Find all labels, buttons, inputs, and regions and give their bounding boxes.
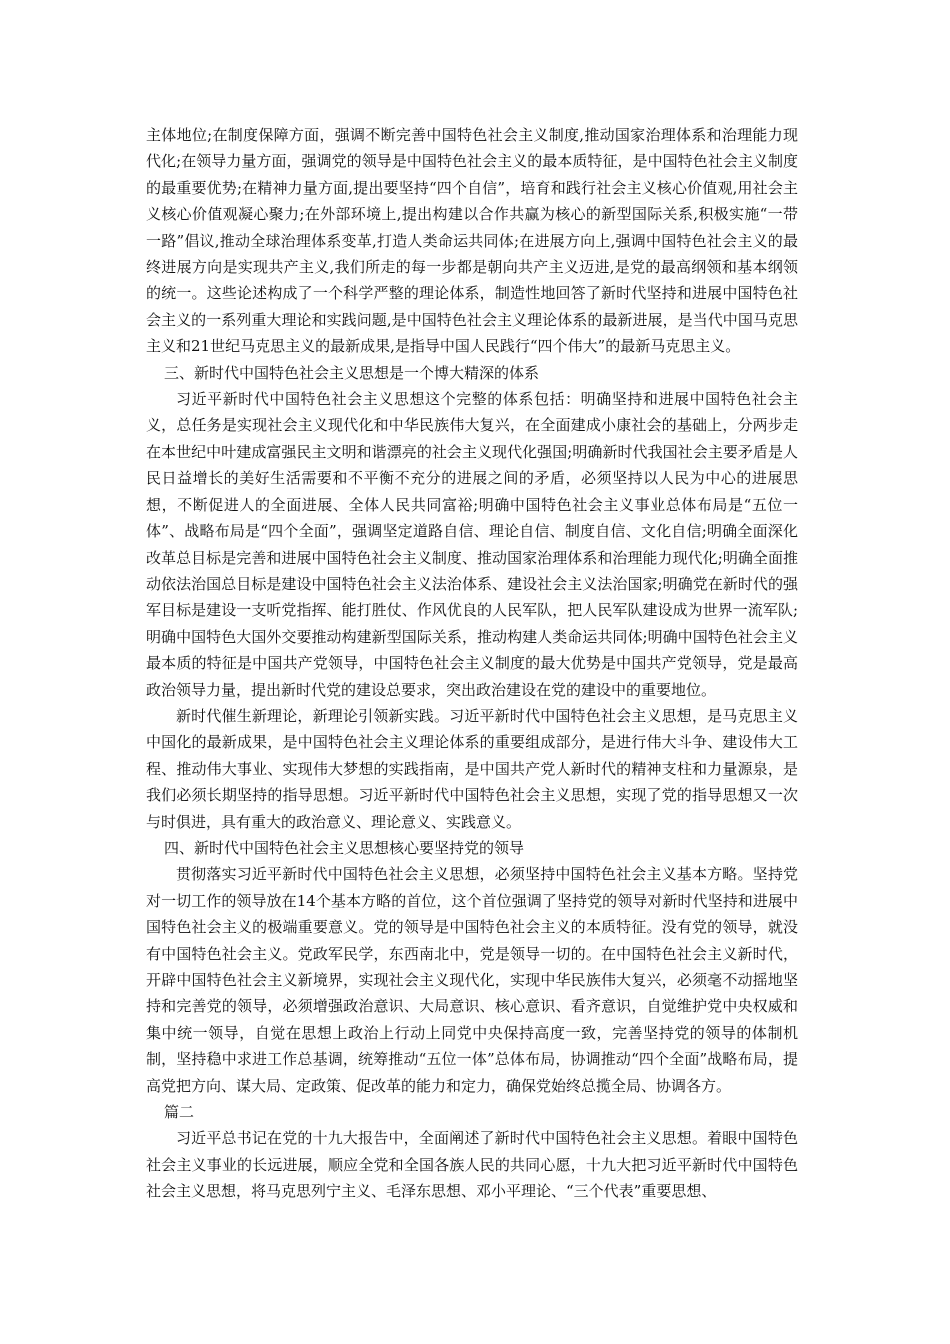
paragraph-body-2: 习近平新时代中国特色社会主义思想这个完整的体系包括：明确坚持和进展中国特色社会主义，总任务是实现社会主义现代化和中华民族伟大复兴，在全面建成小康社会的基础上，分两步走在本世纪中叶建成富强民主文明和谐漂亮的社会主义现代化强国;明确新时代我国社会主要矛盾是人民日益增长的美好生活需要和不平衡不充分的进展之间的矛盾，必须坚持以人民为中心的进展思想，不断促进人的全面进展、全体人民共同富裕;明确中国特色社会主义事业总体布局是“五位一体”、战略布局是“四个全面”，强调坚定道路自信、理论自信、制度自信、文化自信;明确全面深化改革总目标是完善和进展中国特色社会主义制度、推动国家治理体系和治理能力现代化;明确全面推动依法治国总目标是建设中国特色社会主义法治体系、建设社会主义法治国家;明确党在新时代的强军目标是建设一支听党指挥、能打胜仗、作风优良的人民军队，把人民军队建设成为世界一流军队;明确中国特色大国外交要推动构建新型国际关系，推动构建人类命运共同体;明确中国特色社会主义最本质的特征是中国共产党领导，中国特色社会主义制度的最大优势是中国共产党领导，党是最高政治领导力量，提出新时代党的建设总要求，突出政治建设在党的建设中的重要地位。: [146, 390, 798, 699]
paragraph-body-1: 主体地位;在制度保障方面，强调不断完善中国特色社会主义制度,推动国家治理体系和治理能力现代化;在领导力量方面，强调党的领导是中国特色社会主义的最本质特征，是中国特色社会主义制度的最重要优势;在精神力量方面,提出要坚持“四个自信”，培育和践行社会主义核心价值观,用社会主义核心价值观凝心聚力;在外部环境上,提出构建以合作共赢为核心的新型国际关系,积极实施“一带一路”倡议,推动全球治理体系变革,打造人类命运共同体;在进展方向上,强调中国特色社会主义的最终进展方向是实现共产主义,我们所走的每一步都是朝向共产主义迈进,是党的最高纲领和基本纲领的统一。这些论述构成了一个科学严整的理论体系，制造性地回答了新时代坚持和进展中国特色社会主义的一系列重大理论和实践问题,是中国特色社会主义理论体系的最新进展，是当代中国马克思主义和21世纪马克思主义的最新成果,是指导中国人民践行“四个伟大”的最新马克思主义。: [146, 126, 798, 356]
paragraph-body-5: 习近平总书记在党的十九大报告中，全面阐述了新时代中国特色社会主义思想。着眼中国特色社会主义事业的长远进展，顺应全党和全国各族人民的共同心愿，十九大把习近平新时代中国特色社会主义思想，将马克思列宁主义、毛泽东思想、邓小平理论、“三个代表”重要思想、: [146, 1129, 798, 1201]
part-heading-2: 篇二: [164, 1103, 195, 1122]
document-page: [146, 122, 798, 1205]
paragraph-body-4: 贯彻落实习近平新时代中国特色社会主义思想，必须坚持中国特色社会主义基本方略。坚持党对一切工作的领导放在14个基本方略的首位，这个首位强调了坚持党的领导对新时代坚持和进展中国特色社会主义的极端重要意义。党的领导是中国特色社会主义的本质特征。没有党的领导，就没有中国特色社会主义。党政军民学，东西南北中，党是领导一切的。在中国特色社会主义新时代，开辟中国特色社会主义新境界，实现社会主义现代化，实现中华民族伟大复兴，必须毫不动摇地坚持和完善党的领导，必须增强政治意识、大局意识、核心意识、看齐意识，自觉维护党中央权威和集中统一领导，自觉在思想上政治上行动上同党中央保持高度一致，完善坚持党的领导的体制机制，坚持稳中求进工作总基调，统筹推动“五位一体”总体布局，协调推动“四个全面”战略布局，提高党把方向、谋大局、定政策、促改革的能力和定力，确保党始终总揽全局、协调各方。: [146, 865, 798, 1095]
section-heading-4: 四、新时代中国特色社会主义思想核心要坚持党的领导: [164, 838, 525, 857]
paragraph-body-3: 新时代催生新理论，新理论引领新实践。习近平新时代中国特色社会主义思想，是马克思主义中国化的最新成果，是中国特色社会主义理论体系的重要组成部分，是进行伟大斗争、建设伟大工程、推动伟大事业、实现伟大梦想的实践指南，是中国共产党人新时代的精神支柱和力量源泉，是我们必须长期坚持的指导思想。习近平新时代中国特色社会主义思想，实现了党的指导思想又一次与时俱进，具有重大的政治意义、理论意义、实践意义。: [146, 706, 798, 831]
section-heading-3: 三、新时代中国特色社会主义思想是一个博大精深的体系: [164, 363, 540, 382]
